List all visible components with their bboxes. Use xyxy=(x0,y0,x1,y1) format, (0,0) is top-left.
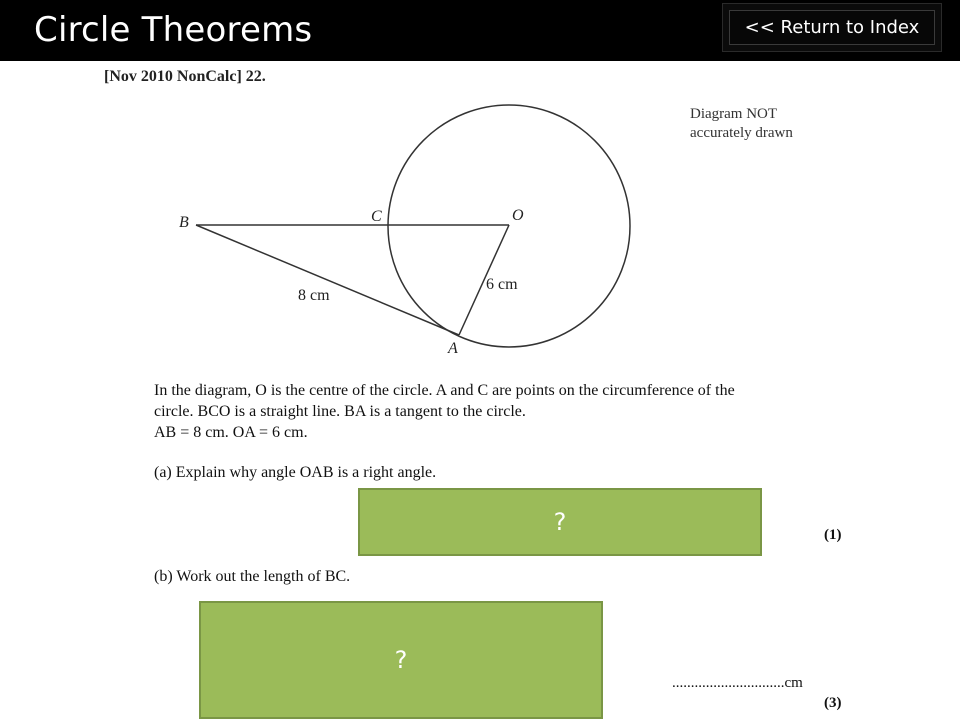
question-text-line1: In the diagram, O is the centre of the circle. A and C are points on the circumference of the xyxy=(154,382,735,399)
reveal-answer-a-button[interactable]: ? xyxy=(358,488,762,556)
part-b-marks: (3) xyxy=(824,695,842,711)
label-c: C xyxy=(371,208,382,225)
return-button-label: << Return to Index xyxy=(744,17,920,38)
page-title: Circle Theorems xyxy=(34,10,313,50)
label-oa-length: 6 cm xyxy=(486,276,518,293)
part-a-prompt: (a) Explain why angle OAB is a right angle. xyxy=(154,464,437,481)
diagram-note-line1: Diagram NOT xyxy=(690,106,778,122)
diagram-note-line2: accurately drawn xyxy=(690,125,793,141)
question-source: [Nov 2010 NonCalc] 22. xyxy=(104,68,266,85)
label-ab-length: 8 cm xyxy=(298,287,330,304)
line-ba xyxy=(196,225,459,335)
label-o: O xyxy=(512,207,524,224)
question-text-line3: AB = 8 cm. OA = 6 cm. xyxy=(154,424,308,441)
label-b: B xyxy=(179,214,189,231)
part-b-prompt: (b) Work out the length of BC. xyxy=(154,568,351,585)
question-text-line2: circle. BCO is a straight line. BA is a tangent to the circle. xyxy=(154,403,526,420)
answer-line: ..............................cm xyxy=(672,675,803,691)
question-text xyxy=(154,380,834,443)
reveal-answer-b-button[interactable]: ? xyxy=(199,601,603,719)
part-a-marks: (1) xyxy=(824,527,842,543)
label-a: A xyxy=(448,340,458,357)
